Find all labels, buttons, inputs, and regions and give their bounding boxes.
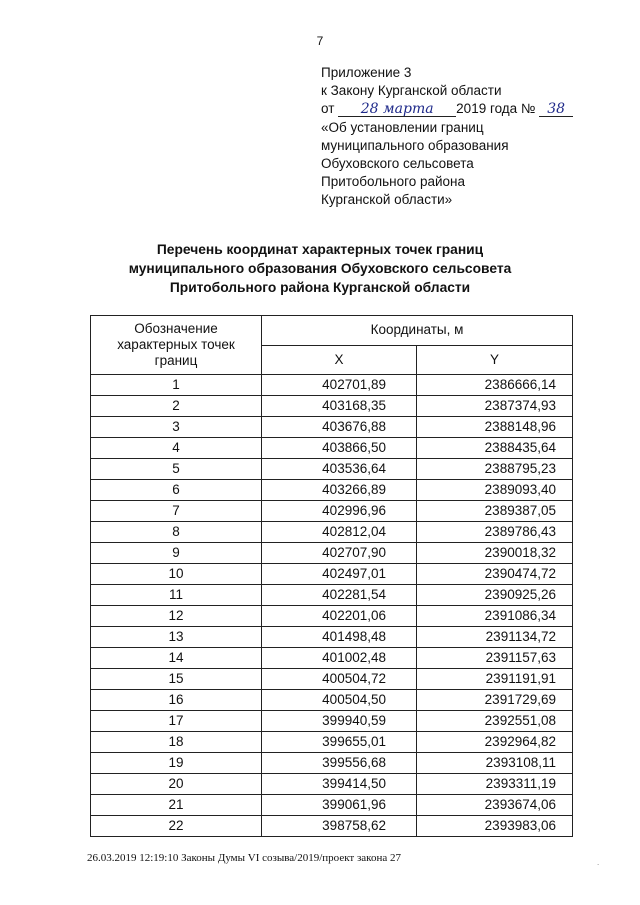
table-row [91,732,573,753]
y-value: 2393311,19 [417,774,573,795]
y-value: 2392551,08 [417,711,573,732]
point-id: 10 [91,564,262,585]
point-id: 11 [91,585,262,606]
table-row [91,753,573,774]
header-point-id [91,316,262,375]
table-row [91,417,573,438]
x-value: 403676,88 [262,417,417,438]
table-row [91,375,573,396]
x-value: 403536,64 [262,459,417,480]
footer-file-stamp: 26.03.2019 12:19:10 Законы Думы VI созыва/2019/проект закона 27 [87,852,401,864]
point-id: 14 [91,648,262,669]
x-value: 403266,89 [262,480,417,501]
x-value: 399061,96 [262,795,417,816]
appendix-date-line [321,100,573,118]
appendix-law-title-5: Курганской области» [321,192,453,208]
table-row [91,585,573,606]
x-value: 402707,90 [262,543,417,564]
point-id: 2 [91,396,262,417]
point-id: 19 [91,753,262,774]
table-row [91,648,573,669]
x-value: 403168,35 [262,396,417,417]
table-row [91,606,573,627]
point-id: 18 [91,732,262,753]
coordinates-table [90,315,573,837]
handwritten-date: 28 марта [338,102,456,117]
handwritten-law-number: 38 [539,102,573,117]
appendix-block [321,64,573,210]
corner-mark: . [597,858,600,867]
y-value: 2386666,14 [417,375,573,396]
point-id: 17 [91,711,262,732]
x-value: 399940,59 [262,711,417,732]
y-value: 2392964,82 [417,732,573,753]
table-row [91,669,573,690]
y-value: 2388435,64 [417,438,573,459]
point-id: 3 [91,417,262,438]
table-row [91,774,573,795]
y-value: 2391157,63 [417,648,573,669]
table-row [91,480,573,501]
table-body [91,375,573,837]
point-id: 6 [91,480,262,501]
table-row [91,711,573,732]
x-value: 402996,96 [262,501,417,522]
y-value: 2388795,23 [417,459,573,480]
y-value: 2389093,40 [417,480,573,501]
point-id: 15 [91,669,262,690]
x-value: 402281,54 [262,585,417,606]
x-value: 399655,01 [262,732,417,753]
x-value: 402201,06 [262,606,417,627]
appendix-law-title-4: Притобольного района [321,174,466,190]
appendix-law-title-2: муниципального образования [321,137,509,153]
y-value: 2390474,72 [417,564,573,585]
point-id: 16 [91,690,262,711]
date-prefix: от [321,101,335,117]
header-x: X [262,345,417,375]
table-row [91,627,573,648]
x-value: 399414,50 [262,774,417,795]
point-id: 20 [91,774,262,795]
point-id: 8 [91,522,262,543]
y-value: 2393983,06 [417,816,573,837]
y-value: 2388148,96 [417,417,573,438]
y-value: 2391729,69 [417,690,573,711]
x-value: 400504,50 [262,690,417,711]
table-row [91,501,573,522]
x-value: 399556,68 [262,753,417,774]
point-id: 4 [91,438,262,459]
appendix-law-title-1: «Об установлении границ [321,119,484,135]
title-line-1: Перечень координат характерных точек границ [156,242,484,257]
y-value: 2390018,32 [417,543,573,564]
y-value: 2393108,11 [417,753,573,774]
y-value: 2391191,91 [417,669,573,690]
x-value: 398758,62 [262,816,417,837]
appendix-title: Приложение 3 [321,65,412,80]
x-value: 400504,72 [262,669,417,690]
point-id: 22 [91,816,262,837]
table-row [91,816,573,837]
table-row [91,522,573,543]
x-value: 402812,04 [262,522,417,543]
point-id: 13 [91,627,262,648]
page-number: 7 [316,34,324,48]
appendix-law-title-3: Обуховского сельсовета [321,156,474,172]
header-point-id-line-1: Обозначение [134,321,218,336]
table-row [91,396,573,417]
table-row [91,459,573,480]
x-value: 402701,89 [262,375,417,396]
table-row [91,564,573,585]
document-title [60,240,580,297]
y-value: 2391134,72 [417,627,573,648]
title-line-3: Притобольного района Курганской области [169,280,471,295]
header-coordinates: Координаты, м [262,316,573,346]
header-point-id-line-3: границ [154,353,198,368]
x-value: 401498,48 [262,627,417,648]
y-value: 2393674,06 [417,795,573,816]
y-value: 2389387,05 [417,501,573,522]
table-row [91,438,573,459]
y-value: 2391086,34 [417,606,573,627]
point-id: 21 [91,795,262,816]
table-row [91,543,573,564]
point-id: 1 [91,375,262,396]
x-value: 401002,48 [262,648,417,669]
y-value: 2390925,26 [417,585,573,606]
table-row [91,690,573,711]
point-id: 7 [91,501,262,522]
point-id: 9 [91,543,262,564]
x-value: 402497,01 [262,564,417,585]
date-suffix: 2019 года № [456,101,536,117]
appendix-law-ref: к Закону Курганской области [321,83,502,99]
x-value: 403866,50 [262,438,417,459]
table-row [91,795,573,816]
title-line-2: муниципального образования Обуховского сельсовета [128,261,512,276]
point-id: 5 [91,459,262,480]
header-point-id-line-2: характерных точек [117,337,235,352]
y-value: 2389786,43 [417,522,573,543]
point-id: 12 [91,606,262,627]
header-y: Y [417,345,573,375]
y-value: 2387374,93 [417,396,573,417]
